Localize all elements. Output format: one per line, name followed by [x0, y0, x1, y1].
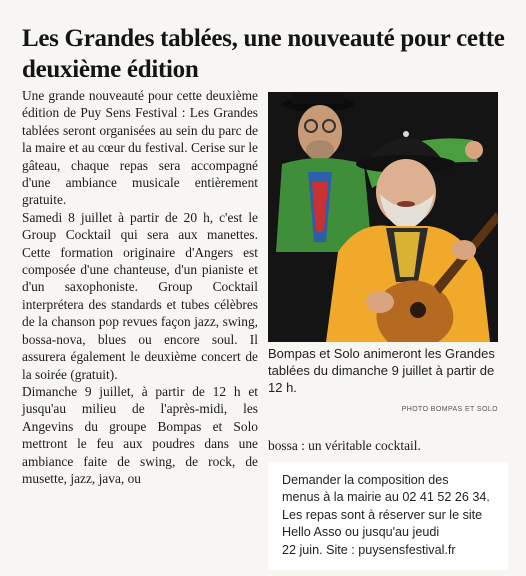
info-line: menus à la mairie au 02 41 52 26 34.: [282, 490, 490, 505]
band-photo-illustration: [268, 92, 498, 342]
practical-info-box: [268, 462, 508, 570]
paragraph-saturday: Samedi 8 juillet à partir de 20 h, c'est le Group Cocktail qui sera aux manettes. Cette formation originaire d'Angers est composée d'une chanteuse, d'un pianiste et d'un saxophoniste. Group Cocktail interprétera des standards et tubes célèbres de la chanson pop revues façon jazz, swing, bossa-nova, blues ou encore soul. Il assurera également le deuxième concert de la soirée (gratuit).: [22, 209, 258, 382]
article-body: [22, 87, 258, 487]
info-line: Les repas sont à réserver sur le site: [282, 507, 483, 522]
band-photo: [268, 92, 498, 342]
photo-credit: PHOTO BOMPAS ET SOLO: [401, 406, 498, 413]
article-continuation: bossa : un véritable cocktail.: [268, 438, 421, 453]
paragraph-intro: Une grande nouveauté pour cette deuxième édition de Puy Sens Festival : Les Grandes tablées seront organisées au sein du parc de la maire et au cœur du festival. Cerise sur le gâteau, chaque repas sera accompagné d'une ambiance musicale entièrement gratuite.: [22, 88, 258, 208]
info-line: Demander la composition des: [282, 473, 449, 487]
practical-info-text: [282, 472, 504, 559]
info-line: Hello Asso ou jusqu'au jeudi: [282, 525, 440, 540]
paragraph-sunday: Dimanche 9 juillet, à partir de 12 h et jusqu'au milieu de l'après-midi, les Angevins du groupe Bompas et Solo mettront le feu aux poudres dans une ambiance faite de swing, de rock, de musette, jazz, java, ou: [22, 383, 258, 486]
info-line: 22 juin. Site : puysensfestival.fr: [282, 542, 456, 557]
photo-caption: Bompas et Solo animeront les Grandes tablées du dimanche 9 juillet à partir de 12 h.: [268, 346, 495, 395]
article-headline: Les Grandes tablées, une nouveauté pour cette deuxième édition: [22, 24, 505, 83]
